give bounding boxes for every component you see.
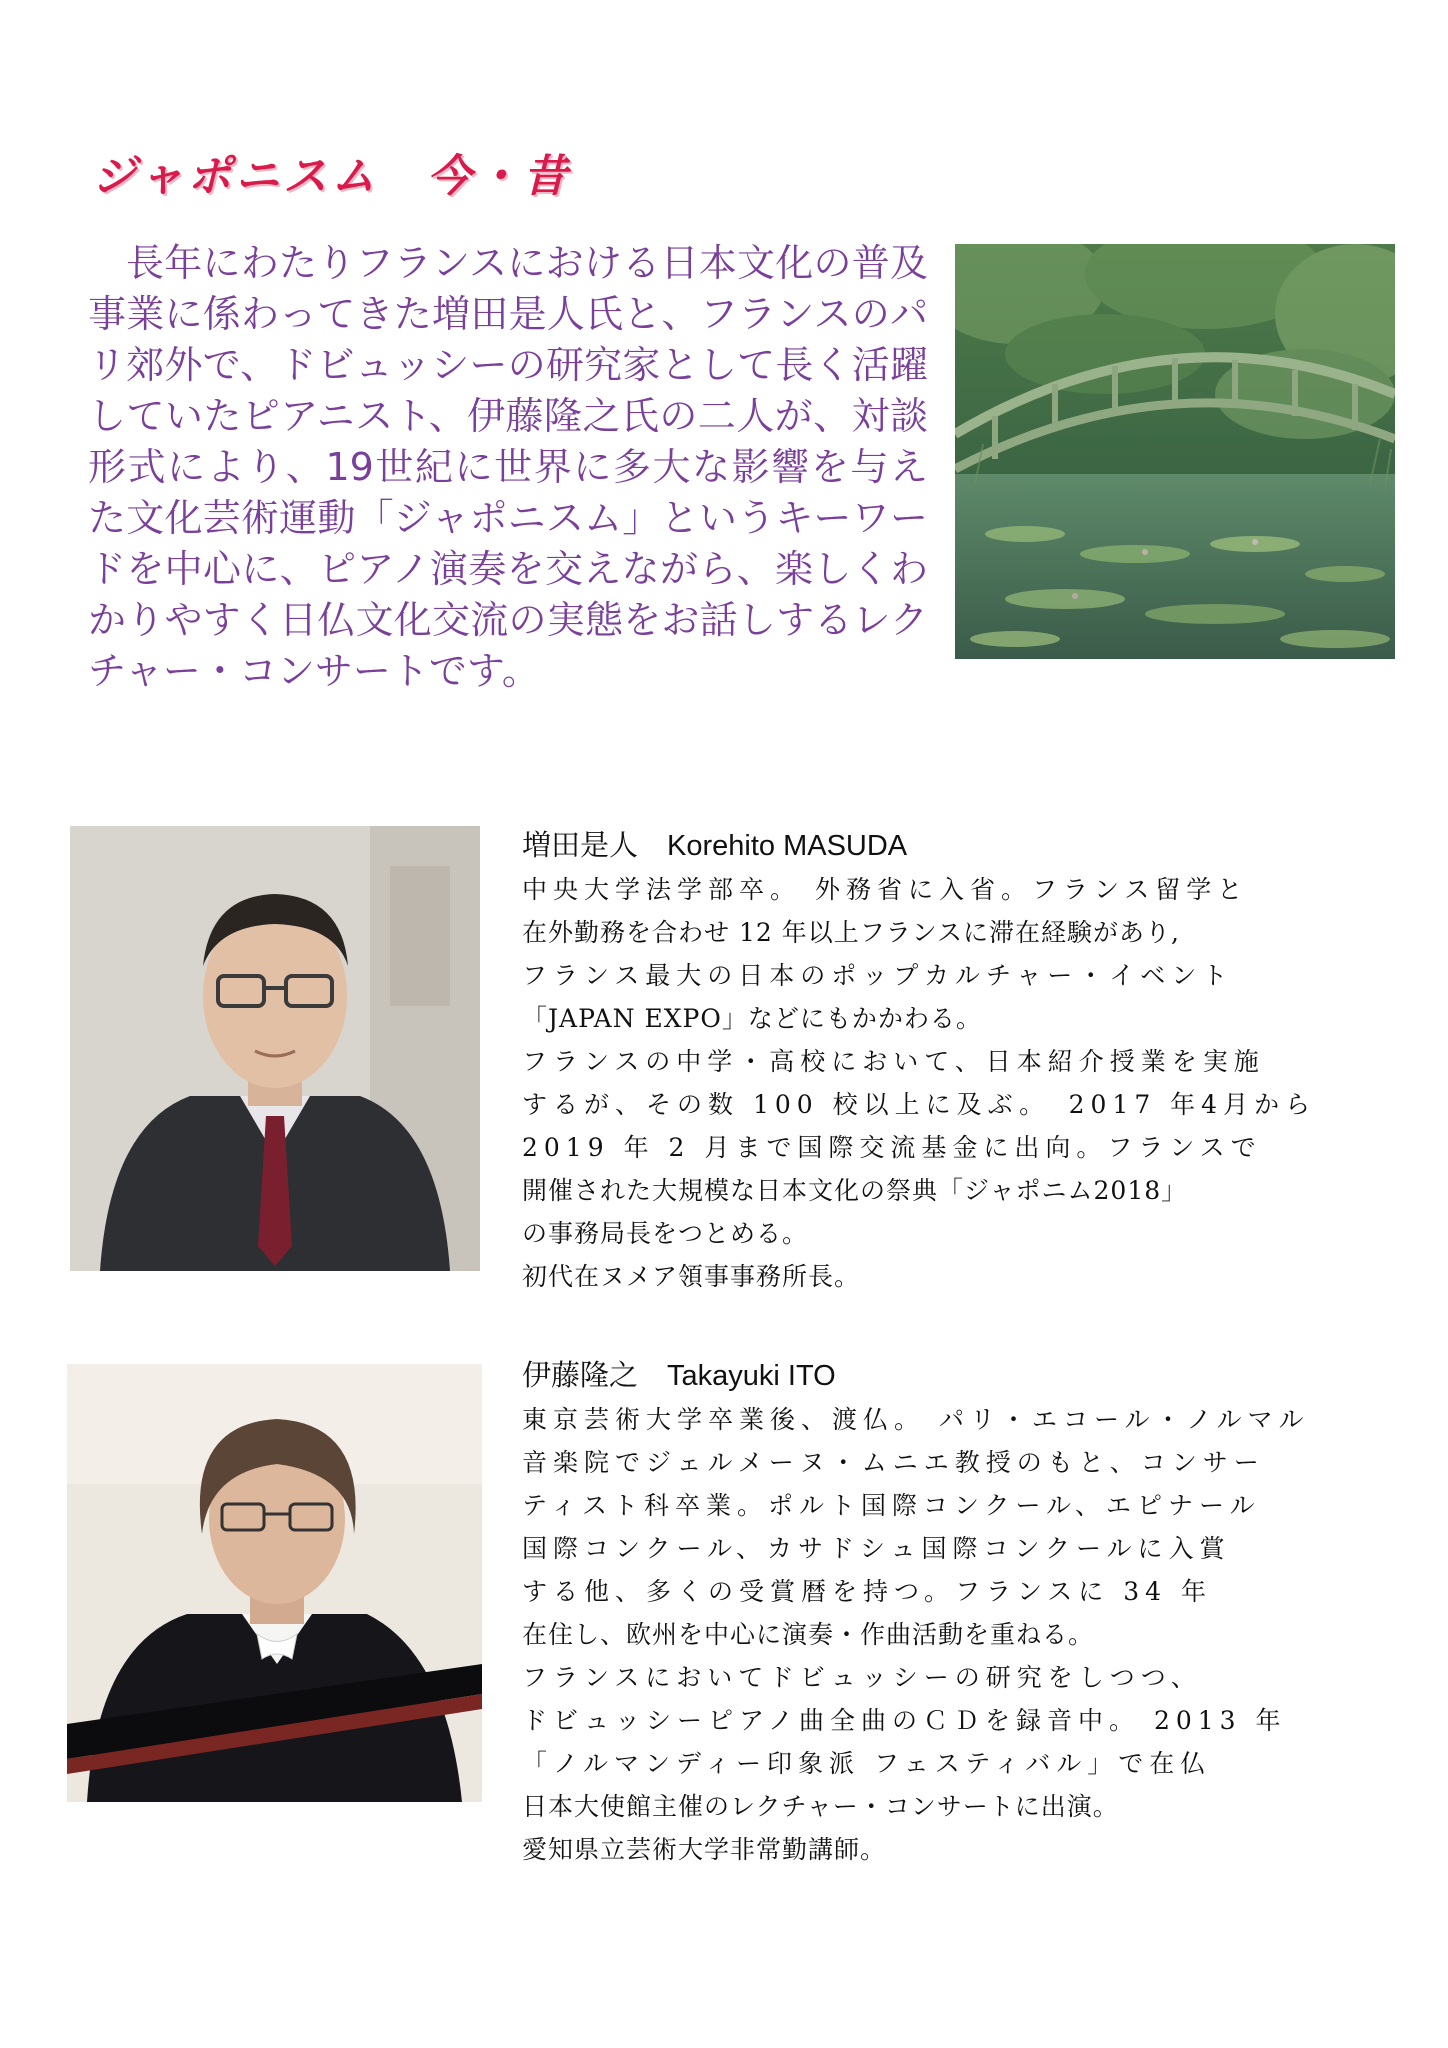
masuda-name: 増田是人 Korehito MASUDA	[522, 830, 908, 862]
masuda-bio-line: 初代在ヌメア領事事務所長。	[522, 1262, 861, 1291]
masuda-bio-line: 中央大学法学部卒。 外務省に入省。フランス留学と	[522, 875, 1249, 904]
masuda-bio-line: 開催された大規模な日本文化の祭典「ジャポニム2018」	[522, 1176, 1188, 1205]
ito-bio-line: ドビュッシーピアノ曲全曲のＣＤを録音中。 2013 年	[522, 1706, 1287, 1735]
ito-bio-line: ティスト科卒業。ポルト国際コンクール、エピナール	[522, 1491, 1261, 1520]
painting-image	[955, 244, 1395, 659]
masuda-bio-line: 「JAPAN EXPO」などにもかかわる。	[522, 1004, 982, 1033]
masuda-bio-line: 在外勤務を合わせ 12 年以上フランスに滞在経験があり,	[522, 918, 1180, 947]
ito-bio-line: 在住し、欧州を中心に演奏・作曲活動を重ねる。	[522, 1620, 1095, 1649]
page-title: ジャポニスム 今・昔	[92, 151, 572, 202]
ito-portrait-image	[67, 1364, 482, 1802]
masuda-bio-line: フランスの中学・高校において、日本紹介授業を実施	[522, 1047, 1265, 1076]
ito-bio-line: 音楽院でジェルメーヌ・ムニエ教授のもと、コンサー	[522, 1448, 1265, 1477]
masuda-bio	[522, 868, 1372, 1298]
masuda-profile	[522, 826, 1372, 1298]
ito-bio-line: 愛知県立芸術大学非常勤講師。	[522, 1835, 887, 1864]
ito-photo	[67, 1364, 482, 1802]
masuda-bio-line: フランス最大の日本のポップカルチャー・イベント	[522, 961, 1234, 990]
ito-bio-line: フランスにおいてドビュッシーの研究をしつつ、	[522, 1663, 1202, 1692]
ito-bio-line: 「ノルマンディー印象派 フェスティバル」で在仏	[522, 1749, 1212, 1778]
masuda-bio-line: の事務局長をつとめる。	[522, 1219, 809, 1248]
masuda-bio-line: するが、その数 100 校以上に及ぶ。 2017 年4月から	[522, 1090, 1317, 1119]
masuda-photo	[70, 826, 480, 1271]
ito-bio-line: 国際コンクール、カサドシュ国際コンクールに入賞	[522, 1534, 1231, 1563]
monet-bridge-painting	[955, 244, 1395, 659]
intro-paragraph: 長年にわたりフランスにおける日本文化の普及事業に係わってきた増田是人氏と、フランスのパリ郊外で、ドビュッシーの研究家として長く活躍していたピアニスト、伊藤隆之氏の二人が、対談形式により、19世紀に世界に多大な影響を与えた文化芸術運動「ジャポニスム」というキーワードを中心に、ピアノ演奏を交えながら、楽しくわかりやすく日仏文化交流の実態をお話しするレクチャー・コンサートです。	[88, 241, 928, 693]
ito-bio-line: 東京芸術大学卒業後、渡仏。 パリ・エコール・ノルマル	[522, 1405, 1310, 1434]
ito-profile	[522, 1356, 1372, 1871]
ito-bio	[522, 1398, 1372, 1871]
ito-bio-line: する他、多くの受賞暦を持つ。フランスに 34 年	[522, 1577, 1212, 1606]
ito-bio-line: 日本大使館主催のレクチャー・コンサートに出演。	[522, 1792, 1119, 1821]
ito-name: 伊藤隆之 Takayuki ITO	[522, 1360, 836, 1392]
masuda-bio-line: 2019 年 2 月まで国際交流基金に出向。フランスで	[522, 1133, 1262, 1162]
masuda-portrait-image	[70, 826, 480, 1271]
